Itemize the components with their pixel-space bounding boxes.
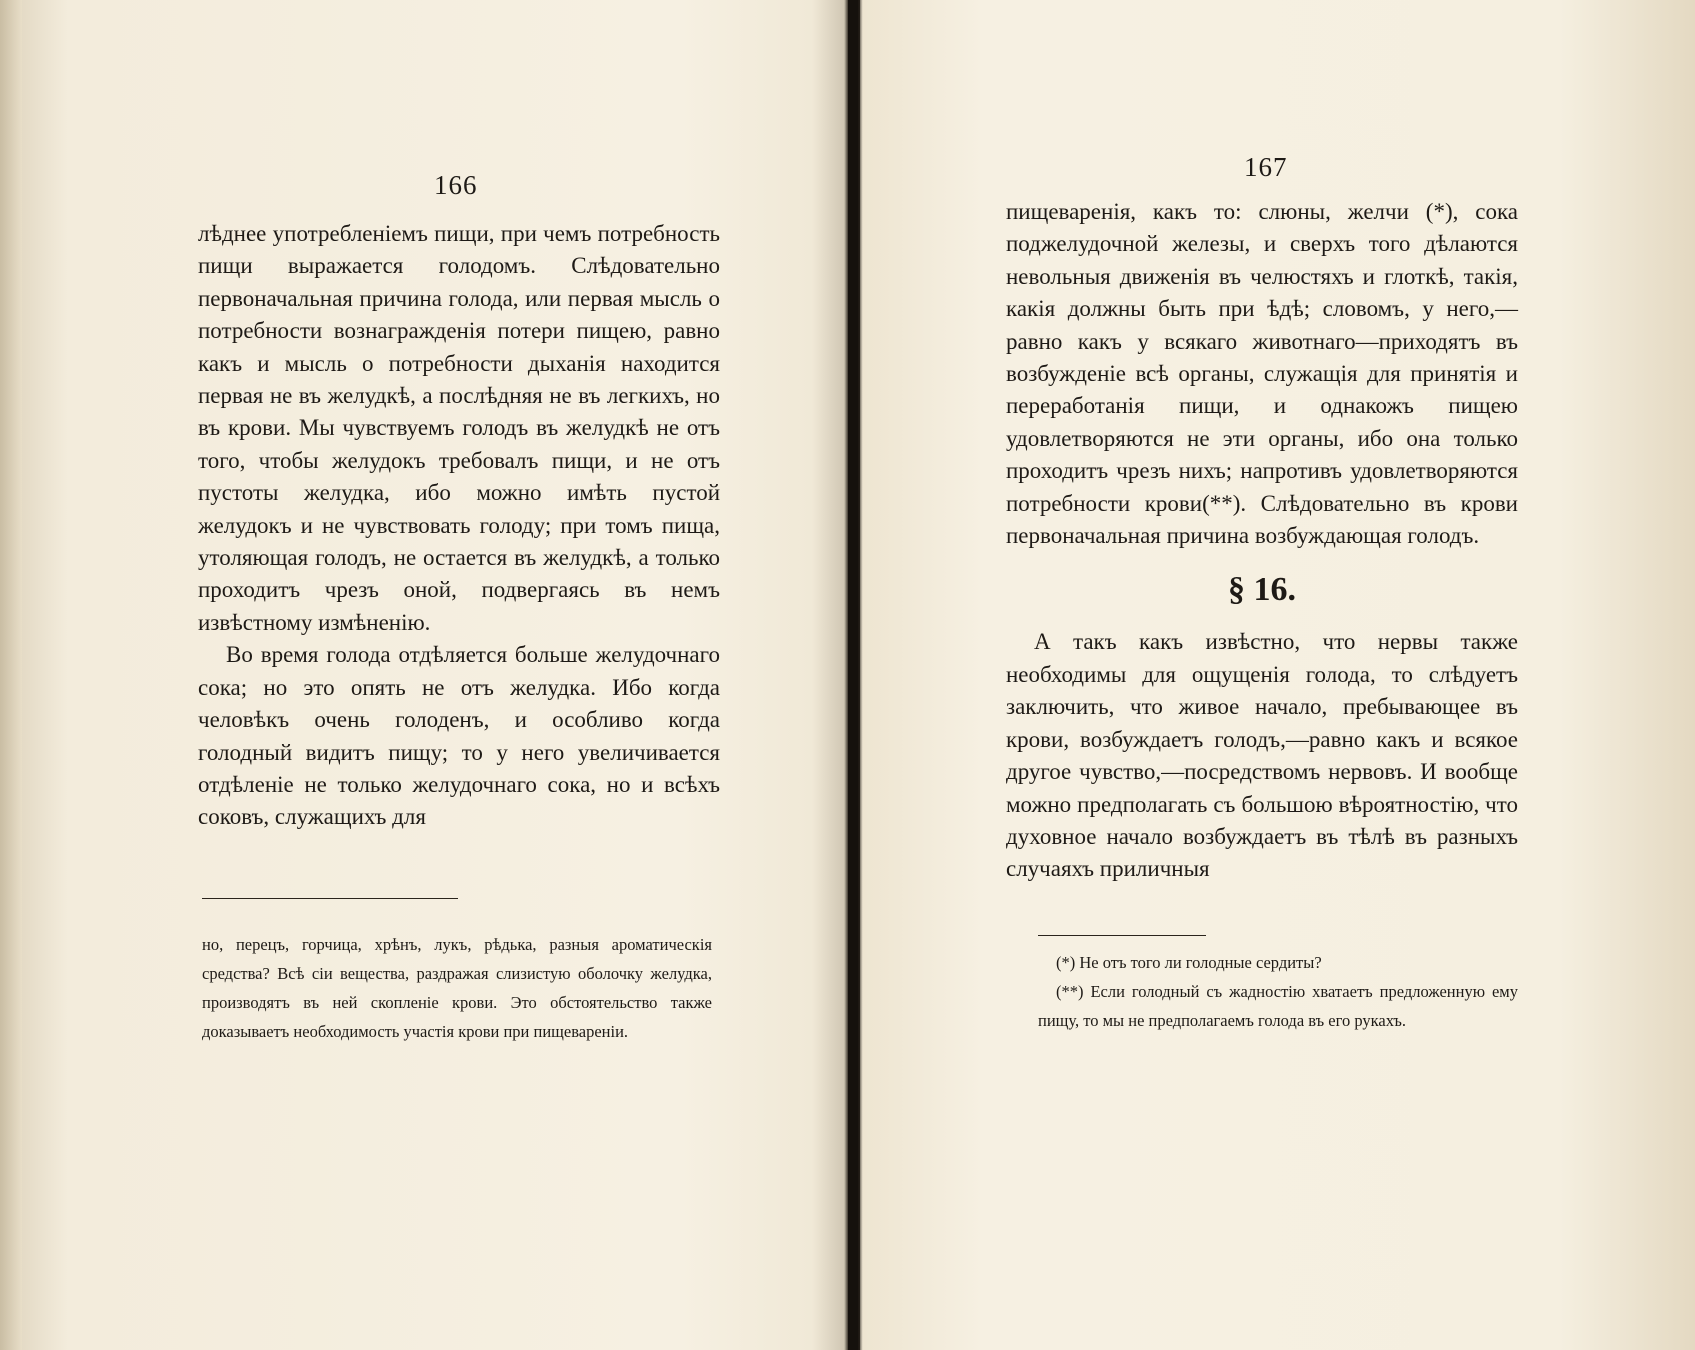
page-number: 166 — [434, 170, 478, 200]
footnote-rule — [202, 898, 458, 899]
footnote — [202, 930, 712, 1046]
footnote-text: но, перецъ, горчица, хрѣнъ, лукъ, рѣдька, разныя ароматическія средства? Всѣ сіи вещества, раздражая слизистую оболочку желудка, производятъ въ ней скопленіе крови. Это обстоятельство также доказываетъ необходимость участія крови при пищевареніи. — [202, 935, 712, 1041]
book-spine — [848, 0, 858, 1350]
right-page — [858, 0, 1695, 1350]
section-heading: § 16. — [1228, 571, 1296, 609]
paragraph: лѣднее употребленіемъ пищи, при чемъ потребность пищи выражается голодомъ. Слѣдовательно первоначальная причина голода, или первая мысль о потребности вознагражденія потери пищею, равно какъ и мысль о потребности дыханія находится первая не въ желудкѣ, а послѣдняя не въ легкихъ, но въ крови. Мы чувствуемъ голодъ въ желудкѣ не отъ того, чтобы желудокъ требовалъ пищи, и не отъ пустоты желудка, ибо можно имѣть пустой желудокъ и не чувствовать голоду; при томъ пища, утоляющая голодъ, не остается въ желудкѣ, а только проходитъ чрезъ оной, подвергаясь въ немъ извѣстному измѣненію. — [198, 221, 720, 635]
body-text — [198, 218, 720, 834]
paragraph: Во время голода отдѣляется больше желудочнаго сока; но это опять не отъ желудка. Ибо когда человѣкъ очень голоденъ, и особливо когда голодный видитъ пищу; то у него увеличивается отдѣленіе не только желудочнаго сока, но и всѣхъ соковъ, служащихъ для — [198, 642, 720, 830]
footnote-rule — [1038, 935, 1206, 936]
page-number: 167 — [1244, 152, 1288, 182]
footnote-text: (*) Не отъ того ли голодные сердиты? — [1056, 953, 1322, 972]
footnote-text: (**) Если голодный съ жадностію хватаетъ предложенную ему пищу, то мы не предполагаемъ голода въ его рукахъ. — [1038, 982, 1518, 1030]
paragraph: пищеваренія, какъ то: слюны, желчи (*), сока поджелудочной железы, и сверхъ того дѣлаются невольныя движенія въ челюстяхъ и глоткѣ, такія, какія должны быть при ѣдѣ; словомъ, у него,—равно какъ у всякаго животнаго—приходятъ въ возбужденіе всѣ органы, служащія для принятія и переработанія пищи, и однакожъ пищею удовлетворяются не эти органы, ибо она только проходитъ чрезъ нихъ; напротивъ удовлетворяются потребности крови(**). Слѣдовательно въ крови первоначальная причина возбуждающая голодъ. — [1006, 199, 1518, 549]
footnotes — [1038, 948, 1518, 1035]
body-text — [1006, 196, 1518, 886]
paragraph: А такъ какъ извѣстно, что нервы также необходимы для ощущенія голода, то слѣдуетъ заключить, что живое начало, пребывающее въ крови, возбуждаетъ голодъ,—равно какъ и всякое другое чувство,—посредствомъ нервовъ. И вообще можно предполагать съ большою вѣроятностію, что духовное начало возбуждаетъ въ тѣлѣ въ разныхъ случаяхъ приличныя — [1006, 629, 1518, 882]
